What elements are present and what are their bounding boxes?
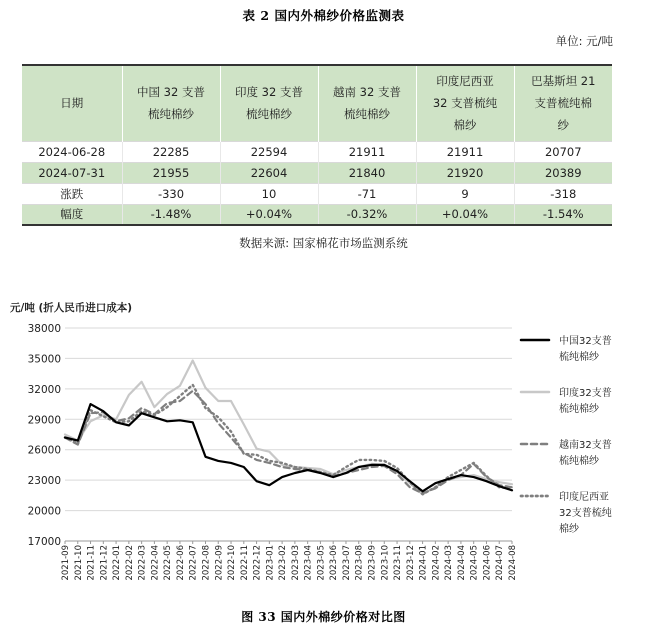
cell: 22604 [220,162,318,183]
cell: 10 [220,183,318,204]
table-row [22,183,612,204]
cell: 2024-07-31 [22,162,122,183]
x-tick-label: 2024-06 [482,545,493,581]
x-tick-label: 2023-03 [290,545,301,581]
x-tick-label: 2021-12 [99,545,110,581]
x-tick-label: 2023-12 [405,545,416,581]
legend-label: 印度尼西亚 [559,492,609,503]
x-tick-label: 2022-01 [112,545,123,581]
cell: 21920 [416,162,514,183]
legend-label: 梳纯棉纱 [559,352,599,363]
cell: -330 [122,183,220,204]
header-vietnam: 越南 32 支普 梳纯棉纱 [318,65,416,141]
header-india: 印度 32 支普 梳纯棉纱 [220,65,318,141]
table-row [22,204,612,225]
cell: -318 [514,183,612,204]
cell: 幅度 [22,204,122,225]
x-tick-label: 2021-10 [73,545,84,581]
cell: 21840 [318,162,416,183]
legend-label: 梳纯棉纱 [559,456,599,467]
cell: -0.32% [318,204,416,225]
x-tick-label: 2024-03 [444,545,455,581]
x-tick-label: 2021-09 [61,545,71,581]
legend-label: 越南32支普 [559,440,612,451]
table-row [22,141,612,162]
legend-label: 32支普梳纯 [559,508,612,519]
y-tick-label: 35000 [27,353,61,366]
series-line-3 [65,385,512,495]
cell: 9 [416,183,514,204]
legend-label: 印度32支普 [559,388,612,399]
series-line-2 [65,391,512,493]
y-tick-label: 38000 [27,323,61,335]
cell: -71 [318,183,416,204]
cell: 21955 [122,162,220,183]
cell: 21911 [416,141,514,162]
y-tick-label: 23000 [27,475,61,488]
legend-label: 梳纯棉纱 [559,404,599,415]
header-china: 中国 32 支普 梳纯棉纱 [122,65,220,141]
table-row [22,162,612,183]
x-tick-label: 2022-06 [175,545,186,581]
x-tick-label: 2024-01 [418,545,429,581]
table-title: 表 2 国内外棉纱价格监测表 [242,8,405,23]
x-tick-label: 2023-05 [316,545,327,581]
cell: 20707 [514,141,612,162]
legend-label: 棉纱 [559,524,579,535]
cell: -1.54% [514,204,612,225]
x-tick-label: 2022-08 [201,545,212,581]
cell: +0.04% [416,204,514,225]
y-tick-label: 26000 [27,444,61,457]
x-tick-label: 2023-02 [278,545,289,581]
y-tick-label: 17000 [27,536,61,548]
x-tick-label: 2022-02 [124,545,135,581]
x-tick-label: 2022-04 [150,545,161,581]
chart-svg [0,290,647,610]
cell: 20389 [514,162,612,183]
cell: 2024-06-28 [22,141,122,162]
x-tick-label: 2022-07 [188,545,199,581]
header-pakistan: 巴基斯坦 21 支普梳纯棉 纱 [514,65,612,141]
price-chart [0,290,647,610]
x-tick-label: 2023-06 [329,545,340,581]
data-source: 数据来源: 国家棉花市场监测系统 [239,236,408,250]
cell: +0.04% [220,204,318,225]
header-date: 日期 [22,65,122,141]
x-tick-label: 2024-05 [469,545,480,581]
x-tick-label: 2022-11 [239,545,250,581]
y-axis-label: 元/吨 (折人民币进口成本) [10,302,133,314]
x-tick-label: 2023-11 [393,545,404,581]
cell: 22594 [220,141,318,162]
x-tick-label: 2023-10 [380,545,391,581]
x-tick-label: 2024-08 [508,545,518,581]
x-tick-label: 2023-09 [367,545,378,581]
figure-title: 图 33 国内外棉纱价格对比图 [241,610,406,624]
y-tick-label: 32000 [27,383,61,396]
x-tick-label: 2023-08 [354,545,365,581]
x-tick-label: 2023-07 [341,545,352,581]
x-tick-label: 2022-10 [227,545,238,581]
cell: -1.48% [122,204,220,225]
x-tick-label: 2024-04 [456,545,467,581]
x-tick-label: 2024-07 [495,545,506,581]
x-tick-label: 2022-03 [137,545,148,581]
y-tick-label: 20000 [27,505,61,518]
x-tick-label: 2023-01 [265,545,276,581]
x-tick-label: 2021-11 [86,545,97,581]
cell: 涨跌 [22,183,122,204]
cell: 22285 [122,141,220,162]
y-tick-label: 29000 [27,414,61,427]
price-table [22,64,612,226]
cell: 21911 [318,141,416,162]
unit-label: 单位: 元/吨 [555,34,613,48]
table-header-row [22,65,612,141]
x-tick-label: 2022-05 [163,545,174,581]
x-tick-label: 2024-02 [431,545,442,581]
legend-label: 中国32支普 [559,336,612,347]
x-tick-label: 2023-04 [303,545,314,581]
header-indonesia: 印度尼西亚 32 支普梳纯 棉纱 [416,65,514,141]
x-tick-label: 2022-12 [252,545,263,581]
x-tick-label: 2022-09 [214,545,225,581]
